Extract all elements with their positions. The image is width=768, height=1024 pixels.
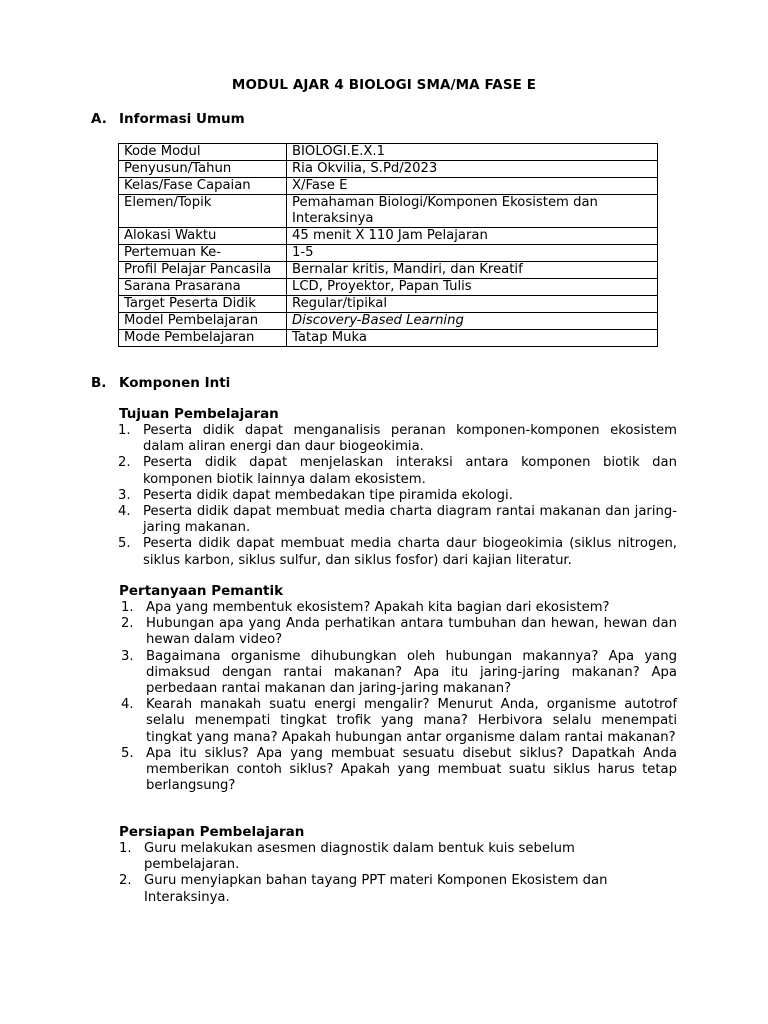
list-item (119, 841, 639, 873)
table-value: 1-5 (287, 245, 658, 262)
section-b-letter: B. (91, 375, 107, 391)
list-text: Peserta didik dapat membedakan tipe piramida ekologi. (143, 487, 513, 503)
section-a-heading (91, 111, 245, 127)
list-item (121, 600, 677, 616)
info-table (118, 143, 658, 347)
document-title: MODUL AJAR 4 BIOLOGI SMA/MA FASE E (231, 77, 537, 93)
list-number: 2. (118, 455, 131, 471)
list-number: 1. (119, 841, 132, 856)
list-item (121, 697, 677, 746)
list-item (121, 649, 677, 698)
list-text: Kearah manakah suatu energi mengalir? Menurut Anda, organisme autotrof selalu menempati tingkat trofik yang mana? Herbivora selalu menempati tingkat yang mana? Apakah hubungan antar organisme dalam rantai makanan? (146, 697, 677, 745)
table-row (119, 279, 658, 296)
list-item (118, 504, 677, 536)
table-value: Regular/tipikal (287, 296, 658, 313)
table-row (119, 313, 658, 330)
list-text: Peserta didik dapat menganalisis peranan komponen-komponen ekosistem dalam aliran energi dan daur biogeokimia. (143, 423, 677, 455)
list-number: 4. (118, 504, 131, 520)
table-value: 45 menit X 110 Jam Pelajaran (287, 228, 658, 245)
table-row (119, 262, 658, 279)
table-row (119, 228, 658, 245)
list-text: Hubungan apa yang Anda perhatikan antara tumbuhan dan hewan, hewan dan hewan dalam video? (146, 616, 677, 648)
tujuan-list (118, 423, 677, 569)
list-item (118, 455, 677, 487)
table-key: Alokasi Waktu (119, 228, 287, 245)
table-key: Mode Pembelajaran (119, 330, 287, 347)
list-number: 2. (121, 616, 134, 632)
table-row (119, 161, 658, 178)
table-row (119, 245, 658, 262)
table-value: Ria Okvilia, S.Pd/2023 (287, 161, 658, 178)
section-b-label: Komponen Inti (119, 375, 231, 391)
table-value: LCD, Proyektor, Papan Tulis (287, 279, 658, 296)
list-number: 1. (118, 423, 131, 438)
table-value: Discovery-Based Learning (287, 313, 658, 330)
tujuan-heading: Tujuan Pembelajaran (119, 406, 279, 422)
list-number: 5. (118, 536, 131, 552)
table-key: Penyusun/Tahun (119, 161, 287, 178)
list-text: Peserta didik dapat membuat media charta daur biogeokimia (siklus nitrogen, siklus karbon, siklus sulfur, dan siklus fosfor) dari kajian literatur. (143, 536, 677, 568)
list-number: 3. (118, 487, 131, 503)
list-text: Guru melakukan asesmen diagnostik dalam bentuk kuis sebelum pembelajaran. (144, 841, 575, 873)
table-row (119, 178, 658, 195)
table-key: Profil Pelajar Pancasila (119, 262, 287, 279)
section-a-label: Informasi Umum (119, 111, 245, 127)
table-row (119, 330, 658, 347)
pertanyaan-list (121, 600, 677, 794)
list-item (118, 423, 677, 455)
table-key: Elemen/Topik (119, 195, 287, 228)
section-b-heading (91, 375, 230, 391)
list-number: 2. (119, 873, 132, 889)
list-text: Apa itu siklus? Apa yang membuat sesuatu disebut siklus? Dapatkah Anda memberikan contoh siklus? Apakah yang membuat suatu siklus harus tetap berlangsung? (146, 745, 677, 794)
list-number: 4. (121, 697, 134, 713)
list-text: Peserta didik dapat menjelaskan interaksi antara komponen biotik dan komponen biotik lainnya dalam ekosistem. (143, 455, 677, 487)
list-item (118, 536, 677, 568)
table-key: Target Peserta Didik (119, 296, 287, 313)
table-value: Bernalar kritis, Mandiri, dan Kreatif (287, 262, 658, 279)
list-number: 3. (121, 648, 134, 664)
persiapan-heading: Persiapan Pembelajaran (119, 824, 305, 840)
table-row (119, 195, 658, 228)
list-item (121, 616, 677, 648)
table-row (119, 296, 658, 313)
section-a-letter: A. (91, 111, 107, 127)
list-item (118, 488, 677, 504)
table-key: Model Pembelajaran (119, 313, 287, 330)
table-key: Kelas/Fase Capaian (119, 178, 287, 195)
list-item (119, 873, 639, 905)
list-text: Guru menyiapkan bahan tayang PPT materi Komponen Ekosistem dan Interaksinya. (144, 873, 608, 905)
table-key: Pertemuan Ke- (119, 245, 287, 262)
persiapan-list (119, 841, 639, 906)
table-key: Kode Modul (119, 144, 287, 161)
table-value: BIOLOGI.E.X.1 (287, 144, 658, 161)
list-number: 1. (121, 600, 134, 615)
list-number: 5. (121, 745, 134, 761)
table-value: Pemahaman Biologi/Komponen Ekosistem dan Interaksinya (287, 195, 658, 228)
table-key: Sarana Prasarana (119, 279, 287, 296)
table-row (119, 144, 658, 161)
table-value: X/Fase E (287, 178, 658, 195)
list-text: Bagaimana organisme dihubungkan oleh hubungan makannya? Apa yang dimaksud dengan rantai makanan? Apa itu jaring-jaring makanan? Apa perbedaan rantai makanan dan jaring-jaring makanan? (146, 648, 677, 697)
list-item (121, 746, 677, 795)
list-text: Peserta didik dapat membuat media charta diagram rantai makanan dan jaring-jaring makanan. (143, 504, 677, 536)
pertanyaan-heading: Pertanyaan Pemantik (119, 583, 284, 599)
table-value: Tatap Muka (287, 330, 658, 347)
list-text: Apa yang membentuk ekosistem? Apakah kita bagian dari ekosistem? (146, 600, 610, 615)
